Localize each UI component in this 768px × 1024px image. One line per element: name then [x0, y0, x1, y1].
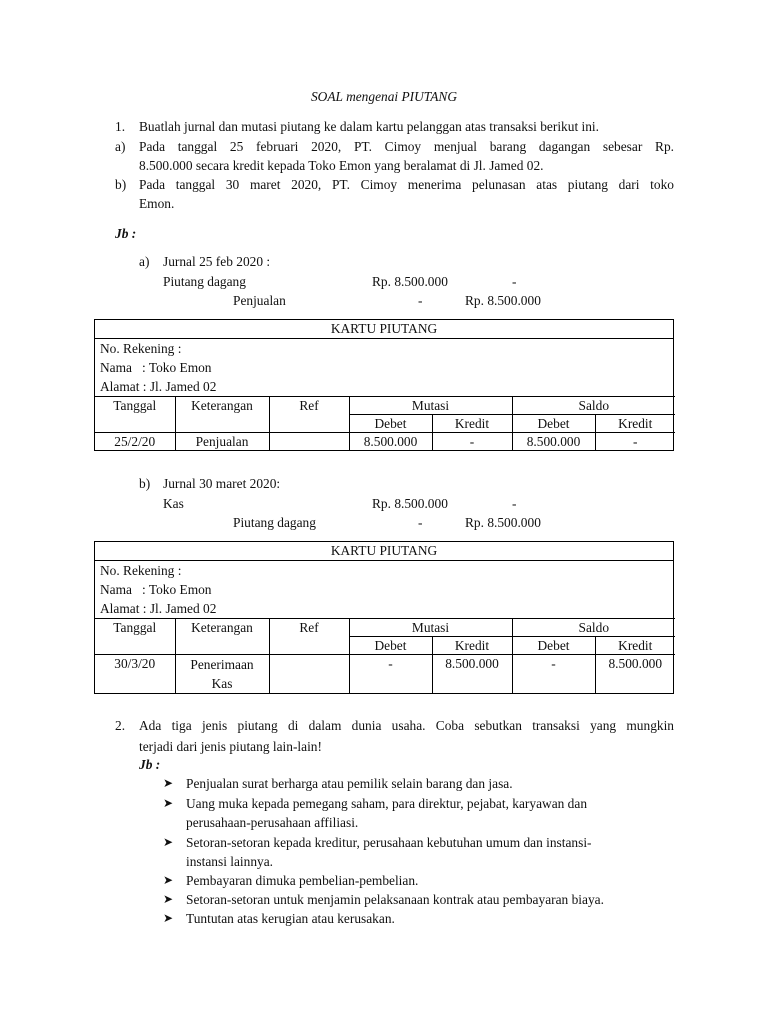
col-mutasi: Mutasi	[349, 397, 512, 415]
col-tanggal: Tanggal	[95, 619, 175, 655]
arrow-bullet-icon: ➤	[163, 892, 174, 906]
table-row	[95, 655, 675, 694]
col-mutasi: Mutasi	[349, 619, 512, 637]
kartu-piutang-b	[94, 541, 674, 694]
table-row	[95, 433, 675, 451]
sub-kredit-mutasi: Kredit	[432, 637, 512, 655]
q1-a-line1: Pada tanggal 25 februari 2020, PT. Cimoy menjual barang dagangan sebesar Rp.	[139, 139, 674, 154]
cell-mutasi-debet: -	[349, 655, 432, 694]
journal-b-row1-account: Kas	[163, 496, 184, 511]
journal-a-row2-credit: Rp. 8.500.000	[465, 293, 541, 308]
sub-kredit-mutasi: Kredit	[432, 415, 512, 433]
q1-number: 1.	[115, 119, 126, 134]
journal-a-label: a)	[139, 254, 150, 269]
cell-keterangan: Penjualan	[175, 433, 269, 451]
journal-a-row2-account: Penjualan	[233, 293, 286, 308]
kartu-piutang-a	[94, 319, 674, 451]
q1-b-line1: Pada tanggal 30 maret 2020, PT. Cimoy menerima pelunasan atas piutang dari toko	[139, 177, 674, 192]
cell-mutasi-kredit: 8.500.000	[432, 655, 512, 694]
cell-ref	[269, 655, 349, 694]
card-alamat: Alamat : Jl. Jamed 02	[100, 601, 217, 616]
cell-mutasi-debet: 8.500.000	[349, 433, 432, 451]
journal-b-row1-credit: -	[512, 496, 517, 511]
col-tanggal: Tanggal	[95, 397, 175, 433]
col-saldo: Saldo	[512, 619, 675, 637]
list-item-text-cont: perusahaan-perusahaan affiliasi.	[186, 815, 359, 830]
journal-b-row1-debit: Rp. 8.500.000	[372, 496, 448, 511]
cell-saldo-debet: 8.500.000	[512, 433, 595, 451]
cell-saldo-kredit: 8.500.000	[595, 655, 675, 694]
journal-b-row2-debit: -	[418, 515, 423, 530]
journal-a-row1-credit: -	[512, 274, 517, 289]
card-info	[95, 339, 673, 396]
q2-line2: terjadi dari jenis piutang lain-lain!	[139, 739, 322, 754]
sub-debet-mutasi: Debet	[349, 415, 432, 433]
card-no-rekening: No. Rekening :	[100, 563, 182, 578]
card-table	[95, 618, 675, 693]
cell-saldo-debet: -	[512, 655, 595, 694]
q2-line1: Ada tiga jenis piutang di dalam dunia usaha. Coba sebutkan transaksi yang mungkin	[139, 718, 674, 733]
cell-keterangan-line2: Kas	[211, 676, 233, 691]
cell-ref	[269, 433, 349, 451]
answer-label: Jb :	[115, 226, 137, 241]
journal-b-label: b)	[139, 476, 151, 491]
q1-a-line2: 8.500.000 secara kredit kepada Toko Emon yang beralamat di Jl. Jamed 02.	[139, 158, 544, 173]
arrow-bullet-icon: ➤	[163, 796, 174, 810]
cell-tanggal: 25/2/20	[95, 433, 175, 451]
page-title: SOAL mengenai PIUTANG	[310, 89, 458, 104]
journal-b-row2-credit: Rp. 8.500.000	[465, 515, 541, 530]
list-item-text: Penjualan surat berharga atau pemilik selain barang dan jasa.	[186, 776, 513, 791]
q1-b-label: b)	[115, 177, 127, 192]
card-nama: Nama : Toko Emon	[100, 582, 212, 597]
q1-text: Buatlah jurnal dan mutasi piutang ke dalam kartu pelanggan atas transaksi berikut ini.	[139, 119, 599, 134]
card-no-rekening: No. Rekening :	[100, 341, 182, 356]
card-nama: Nama : Toko Emon	[100, 360, 212, 375]
col-saldo: Saldo	[512, 397, 675, 415]
card-alamat: Alamat : Jl. Jamed 02	[100, 379, 217, 394]
col-ref: Ref	[269, 397, 349, 433]
col-keterangan: Keterangan	[175, 619, 269, 655]
col-ref: Ref	[269, 619, 349, 655]
list-item-text: Setoran-setoran kepada kreditur, perusahaan kebutuhan umum dan instansi-	[186, 835, 592, 850]
q2-number: 2.	[115, 718, 126, 733]
cell-tanggal: 30/3/20	[95, 655, 175, 694]
q1-a-label: a)	[115, 139, 126, 154]
journal-b-row2-account: Piutang dagang	[233, 515, 316, 530]
arrow-bullet-icon: ➤	[163, 911, 174, 925]
list-item-text: Pembayaran dimuka pembelian-pembelian.	[186, 873, 419, 888]
sub-kredit-saldo: Kredit	[595, 415, 675, 433]
list-item-text: Uang muka kepada pemegang saham, para direktur, pejabat, karyawan dan	[186, 796, 588, 811]
arrow-bullet-icon: ➤	[163, 835, 174, 849]
sub-debet-mutasi: Debet	[349, 637, 432, 655]
col-keterangan: Keterangan	[175, 397, 269, 433]
cell-keterangan-line1: Penerimaan	[190, 657, 254, 672]
card-header: KARTU PIUTANG	[95, 542, 673, 561]
cell-saldo-kredit: -	[595, 433, 675, 451]
journal-b-title: Jurnal 30 maret 2020:	[163, 476, 281, 491]
cell-mutasi-kredit: -	[432, 433, 512, 451]
journal-a-row2-debit: -	[418, 293, 423, 308]
card-table	[95, 396, 675, 450]
list-item-text: Setoran-setoran untuk menjamin pelaksanaan kontrak atau pembayaran biaya.	[186, 892, 604, 907]
journal-a-row1-account: Piutang dagang	[163, 274, 246, 289]
q2-answer-label: Jb :	[139, 757, 161, 772]
card-info	[95, 561, 673, 618]
arrow-bullet-icon: ➤	[163, 776, 174, 790]
journal-a-row1-debit: Rp. 8.500.000	[372, 274, 448, 289]
list-item-text: Tuntutan atas kerugian atau kerusakan.	[186, 911, 395, 926]
journal-a-title: Jurnal 25 feb 2020 :	[163, 254, 271, 269]
card-header: KARTU PIUTANG	[95, 320, 673, 339]
sub-kredit-saldo: Kredit	[595, 637, 675, 655]
cell-keterangan	[175, 655, 269, 694]
sub-debet-saldo: Debet	[512, 415, 595, 433]
arrow-bullet-icon: ➤	[163, 873, 174, 887]
sub-debet-saldo: Debet	[512, 637, 595, 655]
q1-b-line2: Emon.	[139, 196, 175, 211]
list-item-text-cont: instansi lainnya.	[186, 854, 274, 869]
